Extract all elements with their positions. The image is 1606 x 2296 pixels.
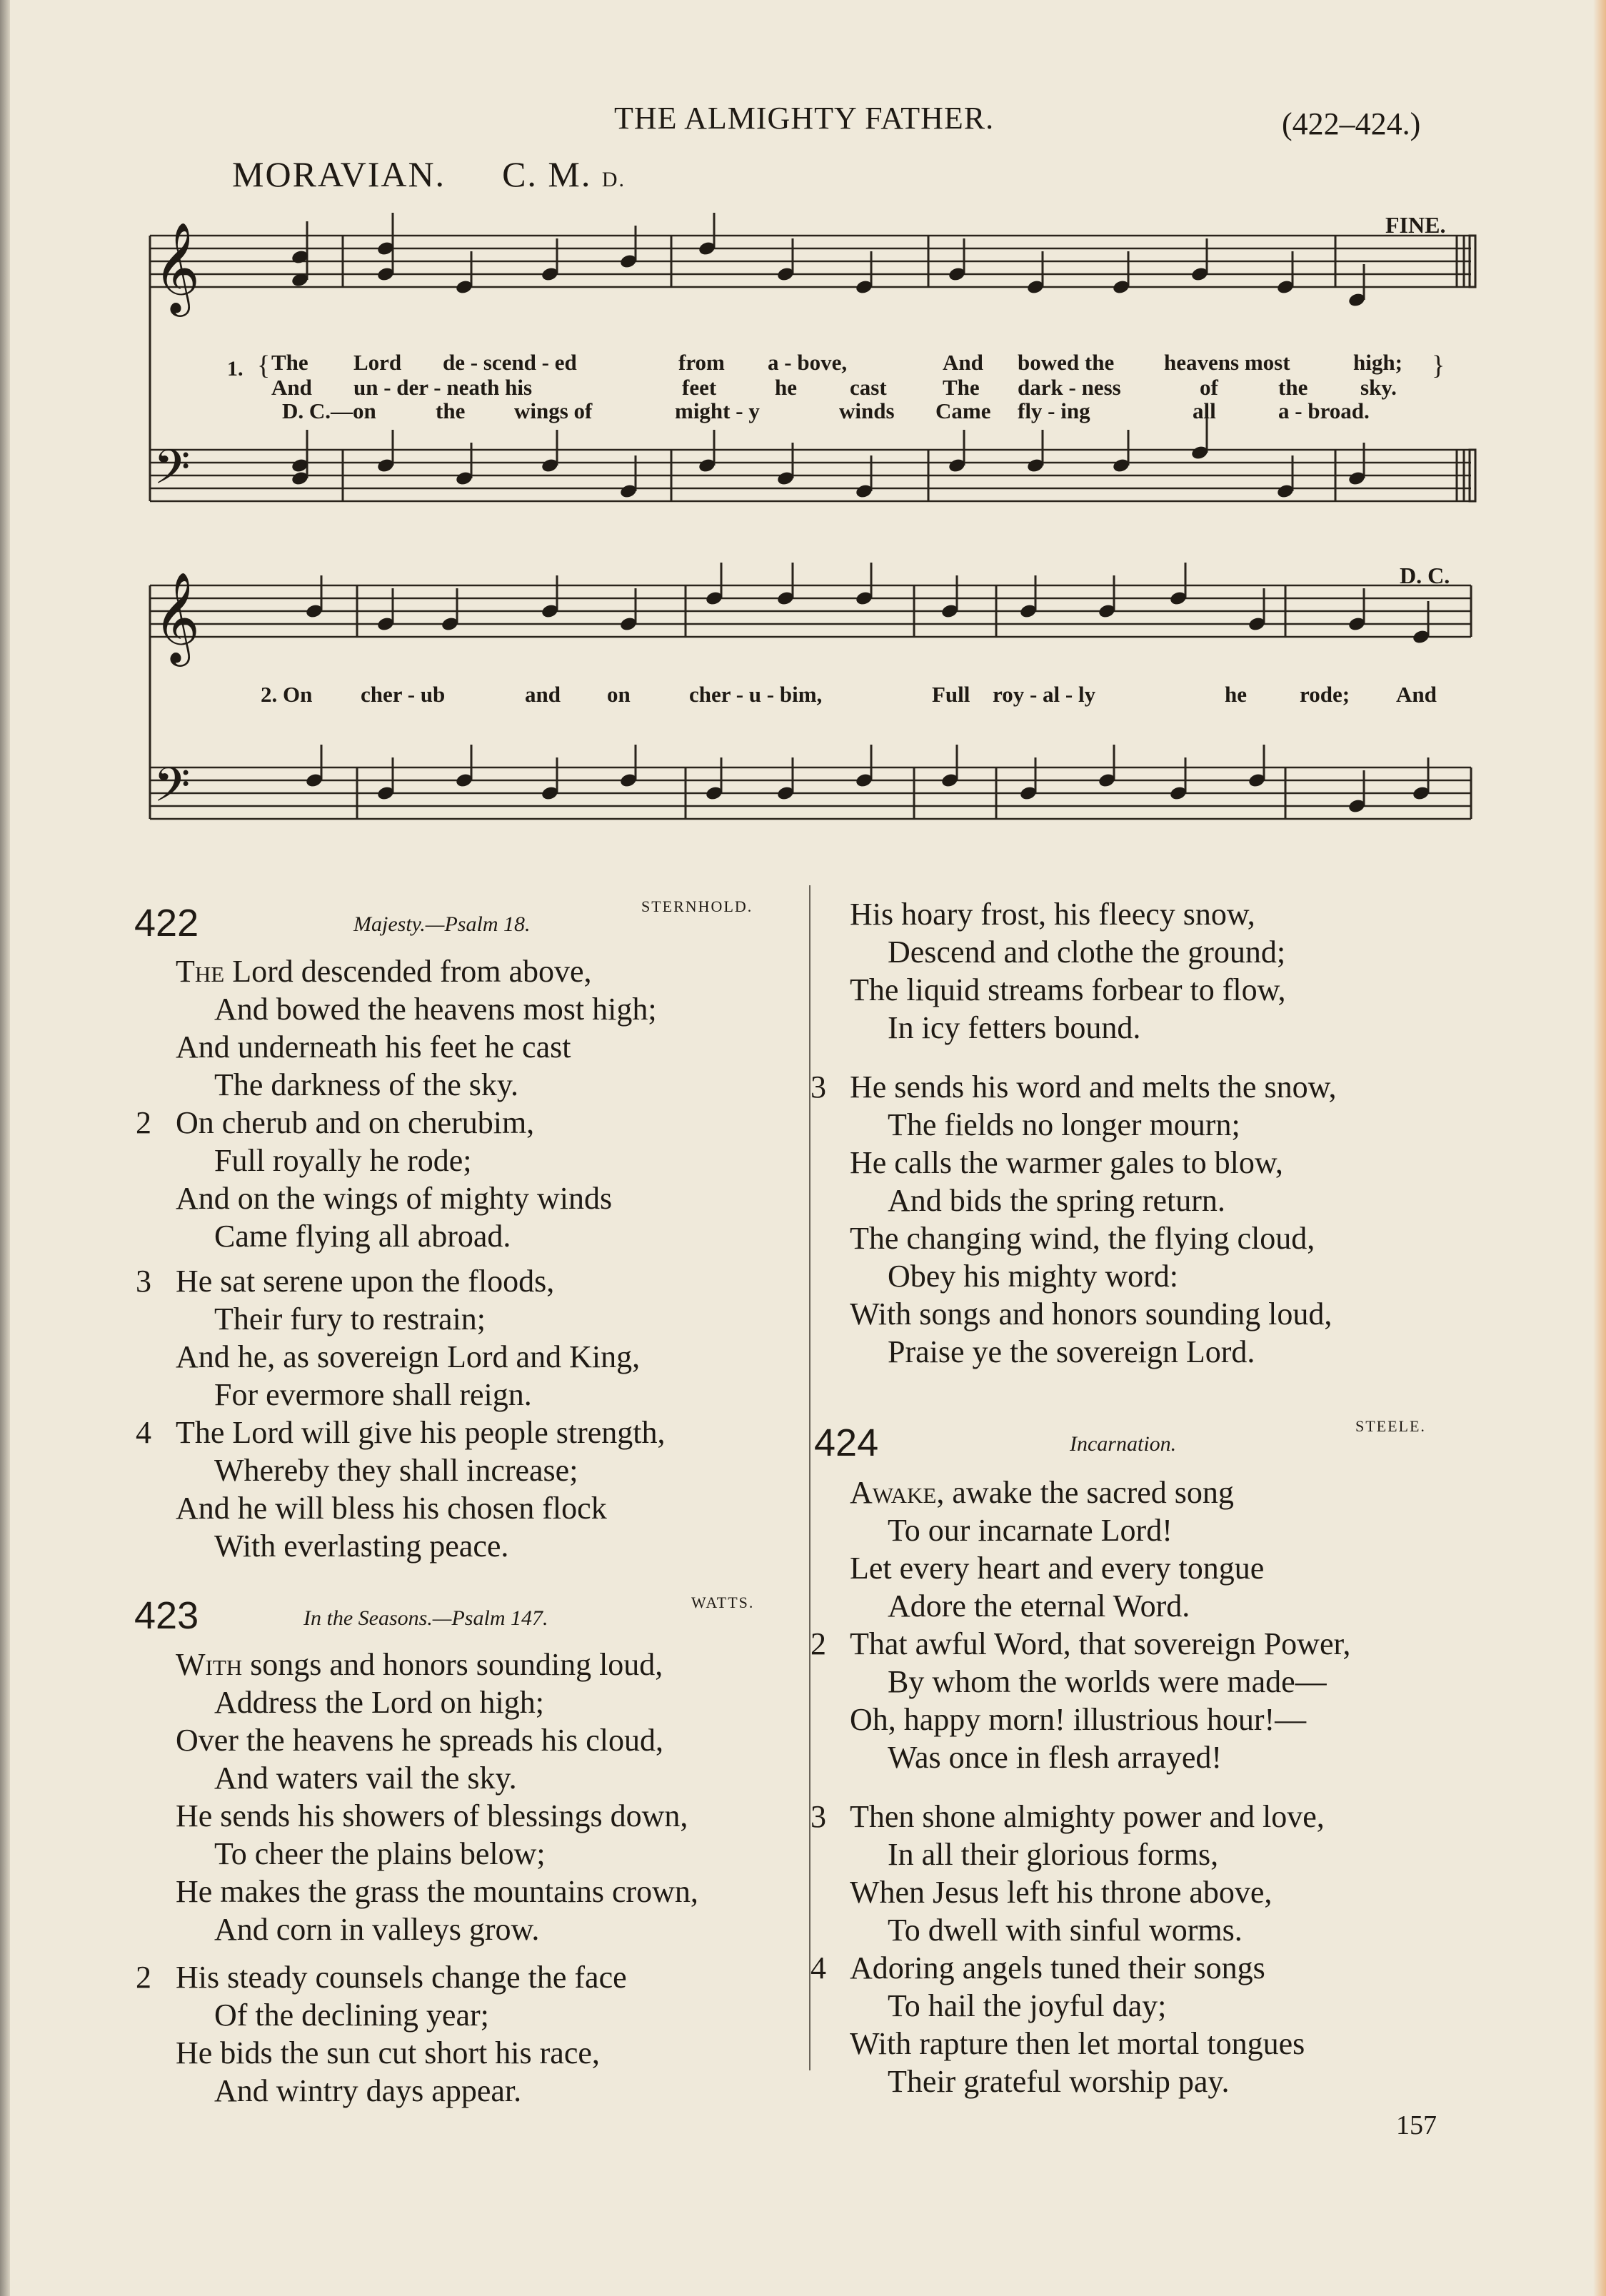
hymn-line: For evermore shall reign. bbox=[214, 1377, 532, 1412]
hymn-line: Awake, awake the sacred song bbox=[850, 1475, 1234, 1510]
hymn-line: Praise ye the sovereign Lord. bbox=[888, 1334, 1255, 1369]
verse-number: 3 bbox=[810, 1799, 826, 1834]
lyric-word: he bbox=[1225, 682, 1247, 707]
hymn-line: Descend and clothe the ground; bbox=[888, 935, 1286, 970]
lyric-word: The bbox=[271, 350, 308, 375]
hymn-line: He sends his showers of blessings down, bbox=[176, 1798, 688, 1833]
hymn-number: 424 bbox=[814, 1421, 879, 1464]
hymn-line: Obey his mighty word: bbox=[888, 1259, 1178, 1294]
lyric-word: fly - ing bbox=[1018, 398, 1090, 423]
hymn-line: In all their glorious forms, bbox=[888, 1837, 1219, 1872]
hymn-line: He makes the grass the mountains crown, bbox=[176, 1874, 698, 1909]
hymn-author: STERNHOLD. bbox=[641, 897, 753, 915]
hymn-line: And bowed the heavens most high; bbox=[214, 992, 657, 1027]
hymn-subtitle: Majesty.—Psalm 18. bbox=[353, 912, 531, 936]
hymn-line: To cheer the plains below; bbox=[214, 1836, 546, 1871]
tune-name: MORAVIAN. bbox=[232, 154, 446, 194]
hymn-line: Their grateful worship pay. bbox=[888, 2064, 1230, 2099]
running-title: THE ALMIGHTY FATHER. bbox=[614, 101, 995, 136]
hymn-line: Then shone almighty power and love, bbox=[850, 1799, 1325, 1834]
hymn-line: Over the heavens he spreads his cloud, bbox=[176, 1723, 664, 1758]
lyric-word: dark - ness bbox=[1018, 375, 1121, 400]
hymn-subtitle: In the Seasons.—Psalm 147. bbox=[303, 1606, 548, 1630]
final-bar bbox=[1470, 236, 1475, 287]
lyric-word: The bbox=[943, 375, 980, 400]
hymn-subtitle: Incarnation. bbox=[1070, 1432, 1177, 1456]
hymn-line: Let every heart and every tongue bbox=[850, 1551, 1265, 1586]
lyric-word: 2. On bbox=[261, 682, 313, 707]
lyric-word: on bbox=[607, 682, 631, 707]
hymn-line: With everlasting peace. bbox=[214, 1529, 509, 1564]
hymn-line: Their fury to restrain; bbox=[214, 1301, 486, 1336]
lyric-word: the bbox=[436, 398, 466, 423]
hymn-line: That awful Word, that sovereign Power, bbox=[850, 1626, 1351, 1661]
hymn-line: To hail the joyful day; bbox=[888, 1988, 1167, 2023]
hymn-line: In icy fetters bound. bbox=[888, 1010, 1141, 1045]
lyric-word: rode; bbox=[1300, 682, 1350, 707]
hymn-line: And on the wings of mighty winds bbox=[176, 1181, 613, 1216]
lyric-word: the bbox=[1278, 375, 1308, 400]
hymn-line: And bids the spring return. bbox=[888, 1183, 1225, 1218]
hymn-line: With songs and honors sounding loud, bbox=[176, 1647, 663, 1682]
verse-number: 4 bbox=[810, 1950, 826, 1985]
hymn-line: To our incarnate Lord! bbox=[888, 1513, 1173, 1548]
hymn-line: With rapture then let mortal tongues bbox=[850, 2026, 1305, 2061]
hymn-line: And waters vail the sky. bbox=[214, 1761, 517, 1796]
verse-number: 2 bbox=[136, 1105, 151, 1140]
lyric-word: winds bbox=[839, 398, 895, 423]
final-bar bbox=[1470, 450, 1475, 501]
verse-number: 2 bbox=[136, 1960, 151, 1995]
lyric-word: And bbox=[271, 375, 312, 400]
lyric-word: might - y bbox=[675, 398, 760, 423]
hymn-number: 422 bbox=[134, 902, 199, 945]
hymn-line: The liquid streams forbear to flow, bbox=[850, 972, 1286, 1007]
clefs bbox=[154, 221, 200, 824]
tune-meter-suffix: D. bbox=[601, 168, 626, 191]
hymn-line: Whereby they shall increase; bbox=[214, 1453, 578, 1488]
lyric-word: all bbox=[1193, 398, 1216, 423]
hymn-line: Oh, happy morn! illustrious hour!— bbox=[850, 1702, 1307, 1737]
hymn-line: He sat serene upon the floods, bbox=[176, 1264, 555, 1299]
hymn-line: The fields no longer mourn; bbox=[888, 1107, 1240, 1142]
hymn-line: Adore the eternal Word. bbox=[888, 1588, 1190, 1623]
hymn-line: Full royally he rode; bbox=[214, 1143, 472, 1178]
clef-symbol: 𝄞 bbox=[154, 571, 201, 663]
clef-symbol: 𝄢 bbox=[154, 757, 191, 824]
lyric-word: from bbox=[678, 350, 725, 375]
bar-lines bbox=[150, 213, 1475, 819]
hymn-line: By whom the worlds were made— bbox=[888, 1664, 1327, 1699]
lyric-word: of bbox=[1200, 375, 1218, 400]
lyric-word: D. C.—on bbox=[282, 398, 376, 423]
lyric-word: heavens most bbox=[1164, 350, 1290, 375]
hymn-line: Of the declining year; bbox=[214, 1998, 489, 2033]
verse-number: 2 bbox=[810, 1626, 826, 1661]
lyric-word: cast bbox=[850, 375, 887, 400]
hymn-range: (422–424.) bbox=[1282, 106, 1421, 141]
lyric-word: And bbox=[943, 350, 983, 375]
tune-meter: C. M. bbox=[502, 154, 592, 194]
hymn-line: And he, as sovereign Lord and King, bbox=[176, 1339, 641, 1374]
hymn-line: And wintry days appear. bbox=[214, 2073, 522, 2108]
hymn-line: His hoary frost, his fleecy snow, bbox=[850, 897, 1255, 932]
hymn-line: Adoring angels tuned their songs bbox=[850, 1950, 1265, 1985]
lyric-word: bowed the bbox=[1018, 350, 1115, 375]
hymn-line: With songs and honors sounding loud, bbox=[850, 1296, 1333, 1331]
hymn-line: And underneath his feet he cast bbox=[176, 1029, 571, 1064]
hymn-line: He sends his word and melts the snow, bbox=[850, 1069, 1337, 1104]
lyric-word: and bbox=[525, 682, 561, 707]
hymn-line: He calls the warmer gales to blow, bbox=[850, 1145, 1283, 1180]
hymn-line: Came flying all abroad. bbox=[214, 1219, 511, 1254]
lyric-word: un - der - neath his bbox=[353, 375, 533, 400]
column-divider bbox=[809, 885, 810, 2070]
hymn-line: On cherub and on cherubim, bbox=[176, 1105, 535, 1140]
lyric-word: de - scend - ed bbox=[443, 350, 577, 375]
clef-symbol: 𝄞 bbox=[154, 221, 201, 313]
hymn-line: The darkness of the sky. bbox=[214, 1067, 519, 1102]
hymn-author: WATTS. bbox=[691, 1593, 755, 1611]
dc-marking: D. C. bbox=[1400, 563, 1450, 588]
music-notation bbox=[0, 0, 1606, 871]
hymn-line: Was once in flesh arrayed! bbox=[888, 1740, 1223, 1775]
lyric-word: a - broad. bbox=[1278, 398, 1370, 423]
hymn-line: The changing wind, the flying cloud, bbox=[850, 1221, 1315, 1256]
lyric-word: high; bbox=[1353, 350, 1402, 375]
hymn-line: And he will bless his chosen flock bbox=[176, 1491, 607, 1526]
clef-symbol: 𝄢 bbox=[154, 440, 191, 506]
lyric-word: Lord bbox=[353, 350, 402, 375]
lyric-word: Full bbox=[932, 682, 970, 707]
staff-lines bbox=[150, 236, 1471, 819]
lyric-word: a - bove, bbox=[768, 350, 848, 375]
hymn-line: He bids the sun cut short his race, bbox=[176, 2035, 600, 2070]
lyric-word: sky. bbox=[1360, 375, 1397, 400]
verse-number: 1. bbox=[227, 357, 244, 381]
hymn-line: To dwell with sinful worms. bbox=[888, 1913, 1243, 1948]
verse-number: 3 bbox=[136, 1264, 151, 1299]
hymn-author: STEELE. bbox=[1355, 1417, 1426, 1435]
hymn-number: 423 bbox=[134, 1594, 199, 1637]
note-heads bbox=[291, 241, 1430, 815]
page-number: 157 bbox=[1396, 2110, 1437, 2140]
hymn-line: The Lord will give his people strength, bbox=[176, 1415, 666, 1450]
lyric-word: cher - u - bim, bbox=[689, 682, 823, 707]
verse-number: 4 bbox=[136, 1415, 151, 1450]
fine-marking: FINE. bbox=[1385, 212, 1446, 238]
lyric-word: Came bbox=[935, 398, 991, 423]
hymn-line: The Lord descended from above, bbox=[176, 954, 592, 989]
lyric-word: feet bbox=[682, 375, 717, 400]
lyric-word: cher - ub bbox=[361, 682, 446, 707]
lyric-word: wings of bbox=[514, 398, 593, 423]
verse-number: 3 bbox=[810, 1069, 826, 1104]
hymn-line: Address the Lord on high; bbox=[214, 1685, 544, 1720]
lyric-word: And bbox=[1396, 682, 1437, 707]
hymn-line: And corn in valleys grow. bbox=[214, 1912, 540, 1947]
hymn-line: His steady counsels change the face bbox=[176, 1960, 627, 1995]
lyric-word: he bbox=[775, 375, 797, 400]
lyric-word: roy - al - ly bbox=[993, 682, 1096, 707]
hymn-line: When Jesus left his throne above, bbox=[850, 1875, 1273, 1910]
